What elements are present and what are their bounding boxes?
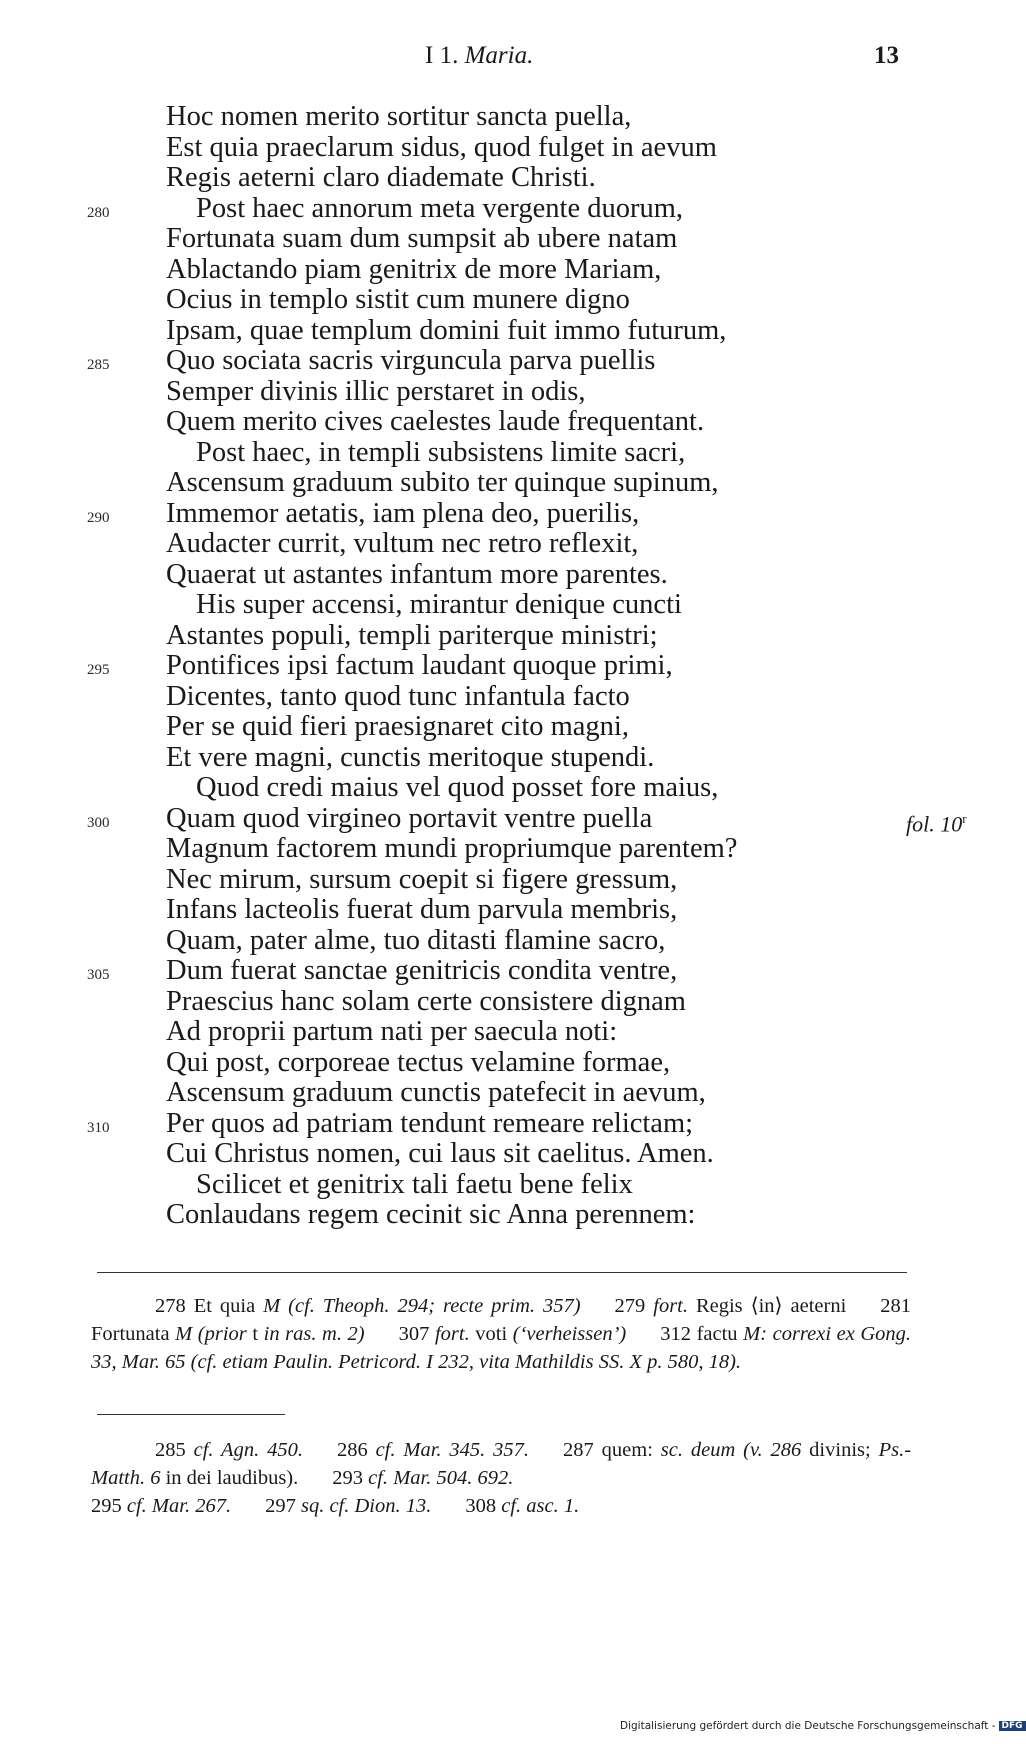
- verse-text: Ablactando piam genitrix de more Mariam,: [166, 253, 662, 285]
- verse-line: [0, 865, 1000, 896]
- verse-line: [0, 743, 1000, 774]
- verse-line: [0, 1139, 1000, 1170]
- verse-text: Et vere magni, cunctis meritoque stupendi.: [166, 741, 655, 773]
- verse-line: [0, 621, 1000, 652]
- verse-text: Quem merito cives caelestes laude frequentant.: [166, 406, 705, 437]
- verse-line: [0, 102, 1000, 133]
- source-285: 285: [155, 1439, 186, 1461]
- verse-line: [0, 956, 1000, 987]
- note-279-text: Regis ⟨in⟩ aeterni: [695, 1295, 847, 1317]
- digitization-credit: [620, 1720, 1026, 1732]
- source-297-ref: sq. cf. Dion. 13.: [300, 1495, 432, 1517]
- header-title: [425, 42, 533, 70]
- verse-line: [0, 1170, 1000, 1201]
- verse-text: Cui Christus nomen, cui laus sit caelitus. Amen.: [166, 1138, 714, 1169]
- source-287: 287 quem:: [563, 1439, 653, 1461]
- line-number: 285: [87, 357, 110, 373]
- verse-line: [0, 224, 1000, 255]
- verse-line: [0, 895, 1000, 926]
- verse-text: Quod credi maius vel quod posset fore maius,: [196, 772, 719, 803]
- verse-text: Hoc nomen merito sortitur sancta puella,: [166, 101, 632, 132]
- note-281: 281 Fortunata: [91, 1295, 912, 1345]
- note-281-letter: t: [252, 1323, 259, 1345]
- credit-text: Digitalisierung gefördert durch die Deutsche Forschungsgemeinschaft -: [620, 1720, 996, 1732]
- verse-line: [0, 407, 1000, 438]
- source-293-cf: cf.: [368, 1467, 389, 1489]
- note-279-fort: fort.: [653, 1295, 688, 1317]
- verse-line: [0, 529, 1000, 560]
- sources-divider: [97, 1414, 285, 1415]
- running-header: [0, 42, 1000, 82]
- verse-line: [0, 285, 1000, 316]
- header-title-italic: Maria.: [464, 42, 534, 69]
- verse-text: Post haec, in templi subsistens limite sacri,: [196, 436, 686, 468]
- line-number: 280: [87, 204, 110, 221]
- source-293: 293: [332, 1467, 364, 1489]
- apparatus-notes: [91, 1292, 911, 1376]
- verse-line: [0, 133, 1000, 164]
- sources-apparatus: [91, 1436, 911, 1520]
- verse-text: Quo sociata sacris virguncula parva puellis: [166, 345, 656, 376]
- verse-text: Est quia praeclarum sidus, quod fulget in aevum: [166, 131, 717, 163]
- source-308: 308: [465, 1495, 497, 1517]
- source-295: 295: [91, 1495, 122, 1517]
- verse-text: Conlaudans regem cecinit sic Anna perennem:: [166, 1199, 696, 1230]
- source-293-ref: Mar. 504. 692.: [393, 1467, 514, 1489]
- verse-text: Quaerat ut astantes infantum more parentes.: [166, 558, 668, 590]
- line-number: 310: [87, 1119, 110, 1136]
- source-308-ref: asc. 1.: [526, 1495, 580, 1517]
- source-297: 297: [265, 1495, 296, 1517]
- line-number: 295: [87, 662, 110, 678]
- verse-line: [0, 499, 1000, 530]
- verse-text: Ascensum graduum subito ter quinque supinum,: [166, 467, 719, 498]
- line-number: 305: [87, 967, 110, 983]
- verse-line: [0, 712, 1000, 743]
- verse-text: Nec mirum, sursum coepit si figere gressum,: [166, 863, 678, 895]
- verse-line: [0, 682, 1000, 713]
- note-278: 278 Et quia: [155, 1295, 256, 1317]
- verse-text: Audacter currit, vultum nec retro reflexit,: [166, 528, 639, 559]
- verse-line: [0, 468, 1000, 499]
- note-307-text: voti: [475, 1323, 508, 1345]
- source-notes: [91, 1436, 911, 1520]
- verse-line: [0, 651, 1000, 682]
- verse-text: Semper divinis illic perstaret in odis,: [166, 375, 586, 407]
- note-279: 279: [614, 1295, 646, 1317]
- verse-line: [0, 1048, 1000, 1079]
- source-295-cf: cf.: [126, 1495, 147, 1517]
- verse-text: Astantes populi, templi pariterque ministri;: [166, 619, 658, 651]
- source-285-ref: cf. Agn. 450.: [193, 1439, 303, 1461]
- verse-text: Ipsam, quae templum domini fuit immo futurum,: [166, 314, 727, 346]
- verse-text: Pontifices ipsi factum laudant quoque primi,: [166, 650, 673, 681]
- source-287-note: sc. deum (v. 286: [660, 1439, 802, 1461]
- verse-line: [0, 1017, 1000, 1048]
- verse-text: Immemor aetatis, iam plena deo, puerilis,: [166, 497, 640, 529]
- verse-line: [0, 1109, 1000, 1140]
- verse-line: [0, 834, 1000, 865]
- verse-line: [0, 773, 1000, 804]
- verse-text: His super accensi, mirantur denique cuncti: [196, 589, 682, 620]
- verse-line: [0, 560, 1000, 591]
- note-307-gloss: (‘verheissen’): [512, 1323, 627, 1345]
- apparatus-divider: [97, 1272, 907, 1273]
- verse-text: Ad proprii partum nati per saecula noti:: [166, 1016, 618, 1047]
- line-number: 290: [87, 509, 110, 526]
- note-281-ref: M (prior: [175, 1323, 247, 1345]
- verse-line: [0, 377, 1000, 408]
- folio-label: fol. 10: [906, 810, 963, 836]
- verse-text: Scilicet et genitrix tali faetu bene felix: [196, 1168, 633, 1200]
- critical-apparatus: [91, 1292, 911, 1376]
- verse-line: [0, 590, 1000, 621]
- verse-text: Magnum factorem mundi propriumque parentem?: [166, 833, 738, 864]
- verse-text: Dicentes, tanto quod tunc infantula facto: [166, 680, 630, 712]
- verse-line: [0, 163, 1000, 194]
- source-286-cf: cf.: [375, 1439, 396, 1461]
- dfg-logo-icon: DFG: [999, 1721, 1026, 1731]
- page-number: 13: [874, 42, 899, 69]
- source-286: 286: [336, 1439, 368, 1461]
- verse-line: [0, 987, 1000, 1018]
- verse-text: Qui post, corporeae tectus velamine formae,: [166, 1046, 671, 1078]
- source-287-text: divinis;: [809, 1439, 871, 1461]
- verse-text: Ocius in templo sistit cum munere digno: [166, 284, 630, 315]
- verse-line: [0, 1078, 1000, 1109]
- verse-text: Praescius hanc solam certe consistere dignam: [166, 985, 686, 1017]
- source-295-ref: Mar. 267.: [151, 1495, 232, 1517]
- poem-text: [0, 102, 1000, 1231]
- verse-text: Regis aeterni claro diademate Christi.: [166, 162, 596, 193]
- verse-text: Per quos ad patriam tendunt remeare relictam;: [166, 1107, 694, 1139]
- verse-text: Per se quid fieri praesignaret cito magni,: [166, 711, 629, 742]
- note-278-ref: M (cf. Theoph. 294; recte prim. 357): [263, 1295, 581, 1317]
- verse-text: Quam quod virgineo portavit ventre puella: [166, 802, 653, 834]
- note-312: 312 factu: [660, 1323, 738, 1345]
- verse-text: Fortunata suam dum sumpsit ab ubere natam: [166, 223, 678, 254]
- note-307-fort: fort.: [434, 1323, 470, 1345]
- header-section: I 1.: [425, 42, 459, 69]
- verse-line: [0, 804, 1000, 835]
- verse-line: [0, 255, 1000, 286]
- verse-line: [0, 926, 1000, 957]
- verse-text: Quam, pater alme, tuo ditasti flamine sacro,: [166, 924, 666, 956]
- verse-line: [0, 1200, 1000, 1231]
- note-307: 307: [398, 1323, 430, 1345]
- folio-side: r: [962, 810, 967, 826]
- verse-text: Infans lacteolis fuerat dum parvula membris,: [166, 894, 678, 925]
- line-number: 300: [87, 814, 110, 831]
- verse-text: Dum fuerat sanctae genitricis condita ventre,: [166, 955, 678, 986]
- verse-line: [0, 194, 1000, 225]
- source-286-ref: Mar. 345. 357.: [403, 1439, 530, 1461]
- verse-text: Post haec annorum meta vergente duorum,: [196, 192, 684, 224]
- verse-line: [0, 316, 1000, 347]
- verse-line: [0, 438, 1000, 469]
- source-287-text2: in dei laudibus).: [165, 1467, 299, 1489]
- verse-line: [0, 346, 1000, 377]
- source-308-cf: cf.: [501, 1495, 522, 1517]
- verse-text: Ascensum graduum cunctis patefecit in aevum,: [166, 1077, 706, 1108]
- note-281-ref2: in ras. m. 2): [263, 1323, 365, 1345]
- source-287-ref: Ps.-Matth. 6: [91, 1439, 912, 1489]
- note-312-ref: M: correxi ex Gong. 33, Mar. 65 (cf. etiam Paulin. Petricord. I 232, vita Mathildis SS. X p. 580, 18).: [91, 1323, 912, 1373]
